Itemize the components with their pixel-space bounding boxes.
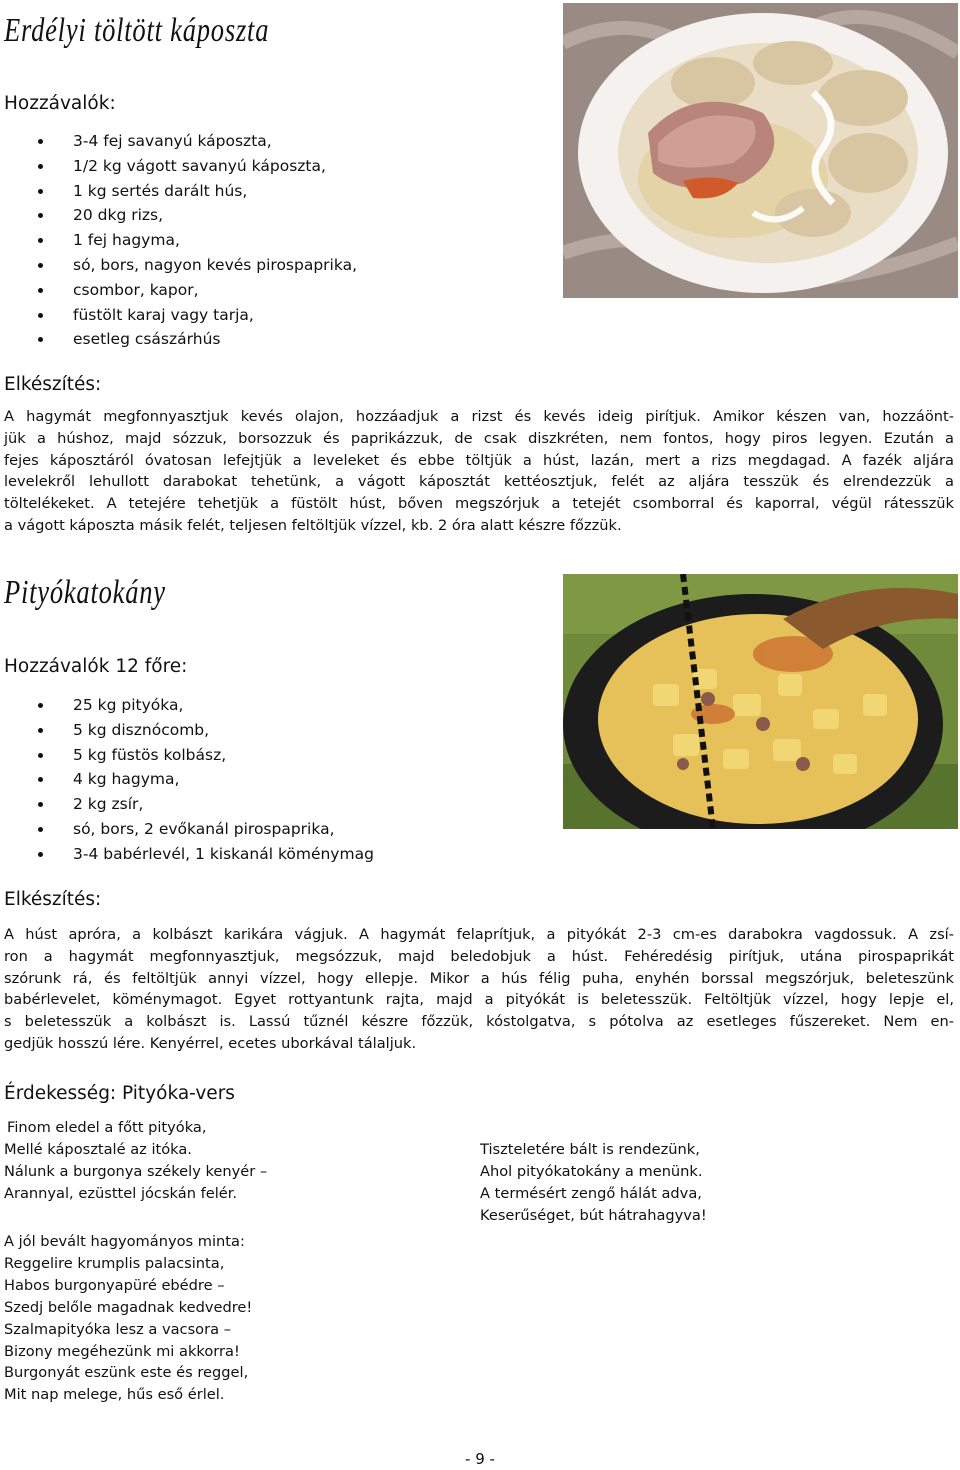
ingredient-item: 4 kg hagyma, — [0, 767, 374, 792]
poem-left-stanza-1 — [4, 1117, 267, 1205]
recipe1-method-text — [4, 406, 954, 537]
method-line: s beletesszük a kolbászt is. Lassú tűznél készre főzzük, kóstolgatva, s pótolva az esetleges fűszereket. Nem en- — [4, 1013, 954, 1031]
recipe1-title: Erdélyi töltött káposzta — [4, 12, 270, 49]
ingredient-item: 3-4 babérlevél, 1 kiskanál köménymag — [0, 842, 374, 867]
pityokatokany-photo-image — [563, 574, 958, 829]
ingredient-item: 1 kg sertés darált hús, — [0, 179, 357, 204]
recipe1-ingredients-heading: Hozzávalók: — [4, 93, 116, 114]
ingredient-item: 3-4 fej savanyú káposzta, — [0, 129, 357, 154]
poem-line: Szedj belőle magadnak kedvedre! — [4, 1298, 253, 1316]
ingredient-item: esetleg császárhús — [0, 327, 357, 352]
poem-left-stanza-2 — [4, 1231, 252, 1406]
ingredient-item: füstölt karaj vagy tarja, — [0, 303, 357, 328]
method-line: A húst apróra, a kolbászt karikára vágjuk. A hagymát felaprítjuk, a pityókát 2-3 cm-es darabokra vagdossuk. A zsí- — [4, 926, 954, 943]
poem-line: Mit nap melege, hűs eső érlel. — [4, 1386, 225, 1404]
method-line: ron a hagymát megfonnyasztjuk, megsózzuk, majd beledobjuk a húst. Fehéredésig pirítjuk, utána pirospaprikát — [4, 947, 954, 965]
poem-line: Bizony megéhezünk mi akkorra! — [4, 1342, 240, 1360]
poem-line: Keserűséget, bút hátrahagyva! — [480, 1206, 707, 1224]
poem-line: Habos burgonyapüré ebédre – — [4, 1276, 225, 1294]
curiosity-heading: Érdekesség: Pityóka-vers — [4, 1083, 235, 1104]
ingredient-item: 1 fej hagyma, — [0, 228, 357, 253]
ingredient-item: 1/2 kg vágott savanyú káposzta, — [0, 154, 357, 179]
ingredient-item: 20 dkg rizs, — [0, 203, 357, 228]
poem-line: Finom eledel a főtt pityóka, — [7, 1119, 207, 1136]
poem-line: A jól bevált hagyományos minta: — [4, 1233, 245, 1250]
stuffed-cabbage-photo — [563, 3, 958, 298]
recipe1-method-heading: Elkészítés: — [4, 374, 102, 395]
poem-line: Reggelire krumplis palacsinta, — [4, 1254, 225, 1272]
method-line: szórunk rá, és feltöltjük annyi vízzel, hogy ellepje. Mikor a hús félig puha, enyhén borssal megszórjuk, beleteszünk — [4, 969, 954, 987]
recipe2-ingredients-heading: Hozzávalók 12 főre: — [4, 656, 188, 677]
method-line: töltelékeket. A tetejére tehetjük a füstölt húst, bőven megszórjuk a tetejét csomborral és kaporral, végül rátesszük — [4, 495, 954, 513]
poem-line: Arannyal, ezüsttel jócskán felér. — [4, 1184, 238, 1202]
recipe2-method-heading: Elkészítés: — [4, 889, 102, 910]
recipe2-ingredients-list — [0, 693, 374, 867]
method-line: a vágott káposzta másik felét, teljesen feltöltjük vízzel, kb. 2 óra alatt készre főzzük. — [4, 516, 622, 534]
method-line: A hagymát megfonnyasztjuk kevés olajon, hozzáadjuk a rizst és kevés ideig pirítjuk. Amikor készen van, hozzáönt- — [4, 408, 954, 425]
ingredient-item: 5 kg füstös kolbász, — [0, 743, 374, 768]
page-number: - 9 - — [465, 1450, 495, 1468]
poem-line: Mellé káposztalé az itóka. — [4, 1140, 192, 1158]
ingredient-item: só, bors, nagyon kevés pirospaprika, — [0, 253, 357, 278]
recipe2-method-text — [4, 924, 954, 1055]
method-line: gedjük hosszú lére. Kenyérrel, ecetes uborkával tálaljuk. — [4, 1034, 417, 1052]
poem-line: Tiszteletére bált is rendezünk, — [480, 1141, 700, 1158]
method-line: babérlevelet, köménymagot. Egyet rottyantunk rajta, majd a pityókát is beletesszük. Feltöltjük vízzel, hogy lepje el, — [4, 991, 954, 1009]
ingredient-item: 5 kg disznócomb, — [0, 718, 374, 743]
poem-line: Nálunk a burgonya székely kenyér – — [4, 1162, 268, 1180]
poem-right-stanza — [480, 1139, 707, 1227]
ingredient-item: 25 kg pityóka, — [0, 693, 374, 718]
poem-line: A termésért zengő hálát adva, — [480, 1184, 702, 1202]
pityokatokany-photo — [563, 574, 958, 829]
method-line: levelekről lehullott darabokat tehetünk, a vágott káposztát kettéosztjuk, felét az aljára tesszük és elrendezzük a — [4, 473, 954, 491]
recipe2-title: Pityókatokány — [4, 574, 166, 611]
poem-line: Ahol pityókatokány a menünk. — [480, 1162, 703, 1180]
recipe1-ingredients-list — [0, 129, 357, 352]
ingredient-item: 2 kg zsír, — [0, 792, 374, 817]
method-line: jük a húshoz, majd sózzuk, borsozzuk és paprikázzuk, de csak diszkréten, nem fontos, hogy piros legyen. Ezután a — [4, 429, 954, 447]
ingredient-item: csombor, kapor, — [0, 278, 357, 303]
ingredient-item: só, bors, 2 evőkanál pirospaprika, — [0, 817, 374, 842]
poem-line: Burgonyát eszünk este és reggel, — [4, 1364, 249, 1382]
poem-line: Szalmapityóka lesz a vacsora – — [4, 1320, 231, 1338]
stuffed-cabbage-photo-image — [563, 3, 958, 298]
method-line: fejes káposztáról óvatosan lefejtjük a leveleket és ebbe töltjük a húst, lazán, mert a rizs megdagad. A fazék aljára — [4, 451, 954, 469]
